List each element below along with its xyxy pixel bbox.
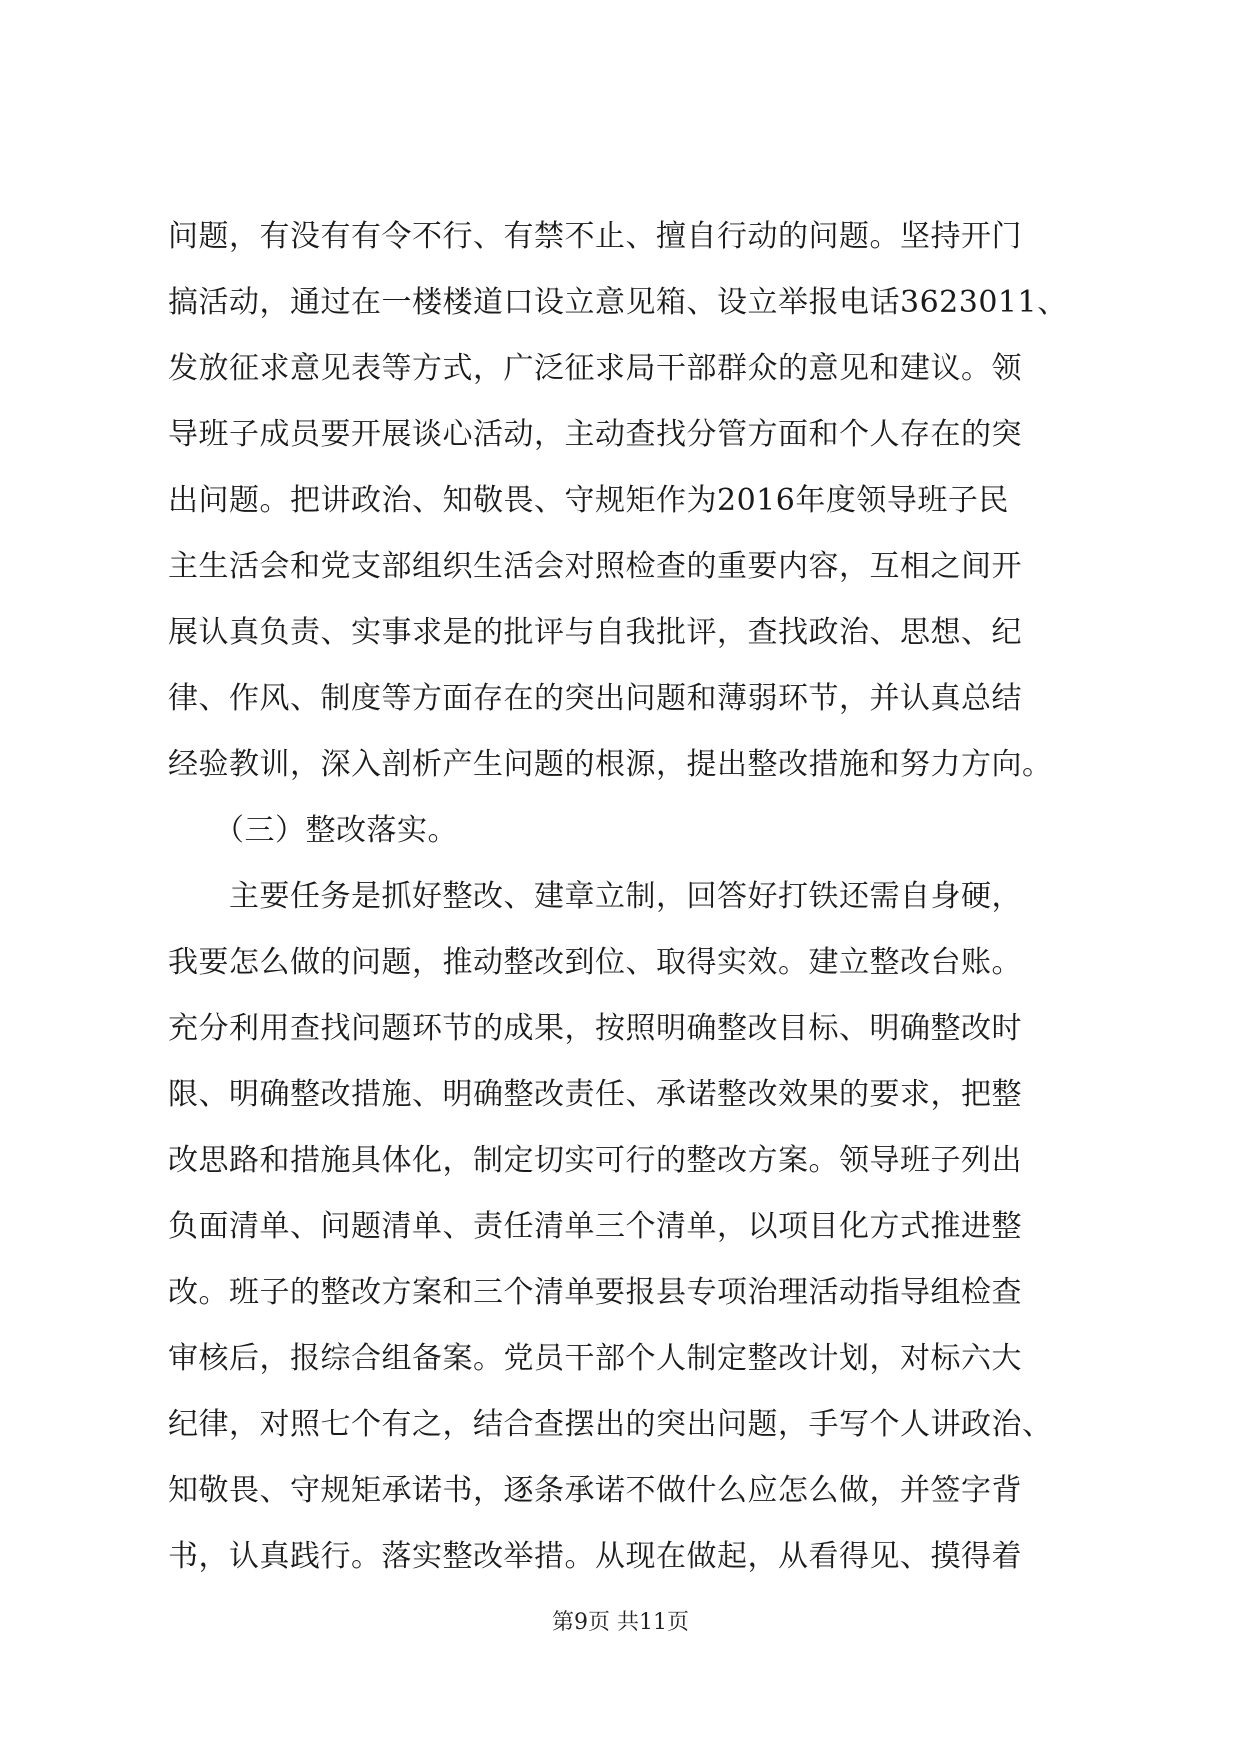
text-line: 书，认真践行。落实整改举措。从现在做起，从看得见、摸得着	[168, 1539, 1022, 1574]
text-line: 主生活会和党支部组织生活会对照检查的重要内容，互相之间开	[168, 549, 1022, 584]
section-heading: （三）整改落实。	[168, 813, 458, 848]
text-line: 我要怎么做的问题，推动整改到位、取得实效。建立整改台账。	[168, 945, 1022, 980]
text-line: 出问题。把讲政治、知敬畏、守规矩作为2016年度领导班子民	[168, 483, 1009, 518]
text-line: 纪律，对照七个有之，结合查摆出的突出问题，手写个人讲政治、	[168, 1407, 1053, 1442]
text-line: 问题，有没有有令不行、有禁不止、擅自行动的问题。坚持开门	[168, 219, 1022, 254]
text-line: 展认真负责、实事求是的批评与自我批评，查找政治、思想、纪	[168, 615, 1022, 650]
text-line: 改思路和措施具体化，制定切实可行的整改方案。领导班子列出	[168, 1143, 1022, 1178]
body-text	[168, 204, 1074, 1590]
text-line: 主要任务是抓好整改、建章立制，回答好打铁还需自身硬，	[168, 879, 1022, 914]
text-line: 导班子成员要开展谈心活动，主动查找分管方面和个人存在的突	[168, 417, 1022, 452]
text-line: 经验教训，深入剖析产生问题的根源，提出整改措施和努力方向。	[168, 747, 1053, 782]
text-line: 知敬畏、守规矩承诺书，逐条承诺不做什么应怎么做，并签字背	[168, 1473, 1022, 1508]
text-line: 负面清单、问题清单、责任清单三个清单，以项目化方式推进整	[168, 1209, 1022, 1244]
text-line: 审核后，报综合组备案。党员干部个人制定整改计划，对标六大	[168, 1341, 1022, 1376]
text-line: 限、明确整改措施、明确整改责任、承诺整改效果的要求，把整	[168, 1077, 1022, 1112]
text-line: 搞活动，通过在一楼楼道口设立意见箱、设立举报电话3623011、	[168, 285, 1068, 320]
text-line: 律、作风、制度等方面存在的突出问题和薄弱环节，并认真总结	[168, 681, 1022, 716]
text-line: 发放征求意见表等方式，广泛征求局干部群众的意见和建议。领	[168, 351, 1022, 386]
text-line: 充分利用查找问题环节的成果，按照明确整改目标、明确整改时	[168, 1011, 1022, 1046]
page-number-footer: 第9页 共11页	[552, 1610, 689, 1635]
text-line: 改。班子的整改方案和三个清单要报县专项治理活动指导组检查	[168, 1275, 1022, 1310]
